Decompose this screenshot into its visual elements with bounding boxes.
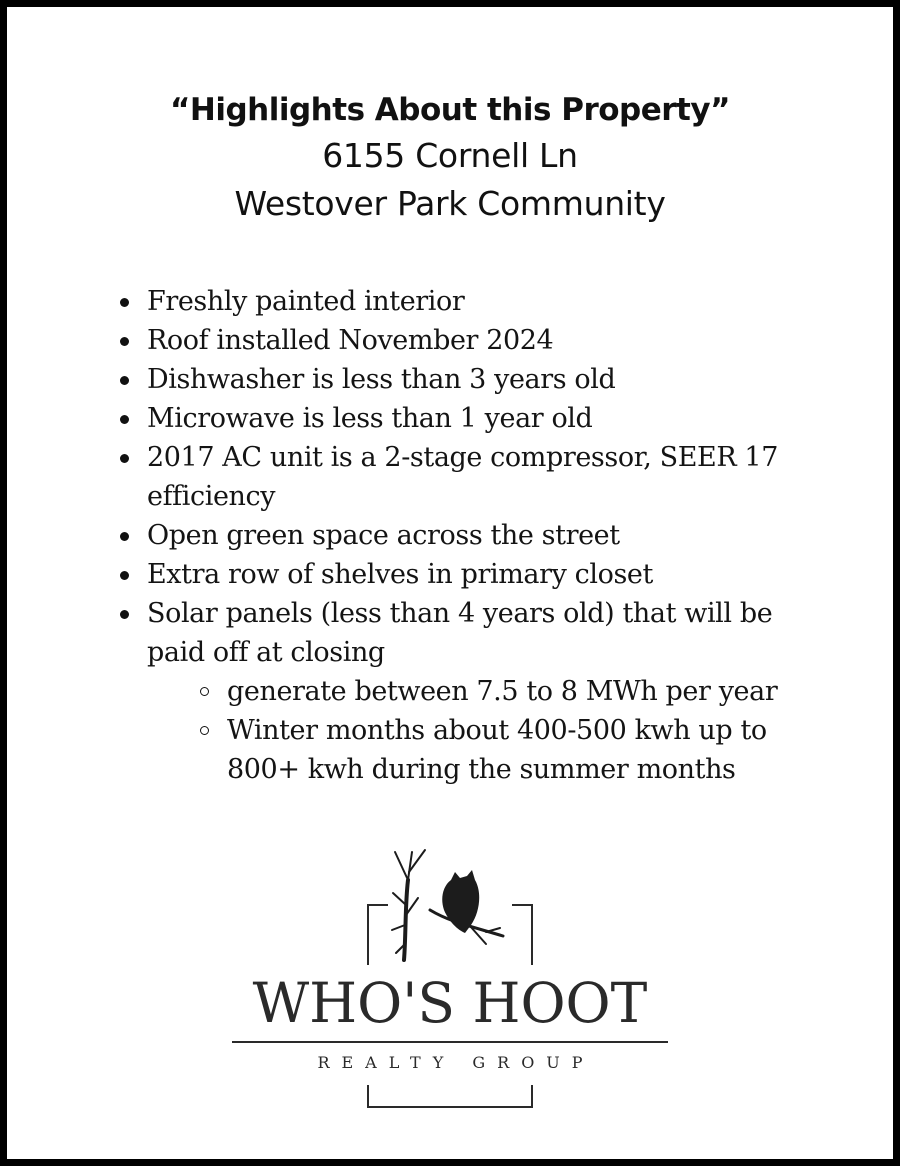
highlight-text: Microwave is less than 1 year old: [147, 403, 593, 434]
community-name: Westover Park Community: [234, 184, 666, 223]
highlight-text: Solar panels (less than 4 years old) that will be paid off at closing: [147, 598, 773, 668]
highlight-text: Roof installed November 2024: [147, 325, 554, 356]
page-title: “Highlights About this Property”: [170, 92, 730, 128]
brand-name: WHO'S HOOT: [252, 971, 648, 1035]
highlight-text: Open green space across the street: [147, 520, 620, 551]
highlight-text: Dishwasher is less than 3 years old: [147, 364, 616, 395]
highlight-text: Freshly painted interior: [147, 286, 465, 317]
brand-tagline: REALTY GROUP: [317, 1053, 595, 1072]
solar-detail-text: generate between 7.5 to 8 MWh per year: [227, 676, 778, 707]
property-address: 6155 Cornell Ln: [322, 136, 578, 175]
highlight-text: Extra row of shelves in primary closet: [147, 559, 653, 590]
highlight-text: 2017 AC unit is a 2-stage compressor, SEER 17 efficiency: [147, 442, 778, 512]
solar-detail-text: Winter months about 400-500 kwh up to 800+ kwh during the summer months: [227, 715, 767, 785]
